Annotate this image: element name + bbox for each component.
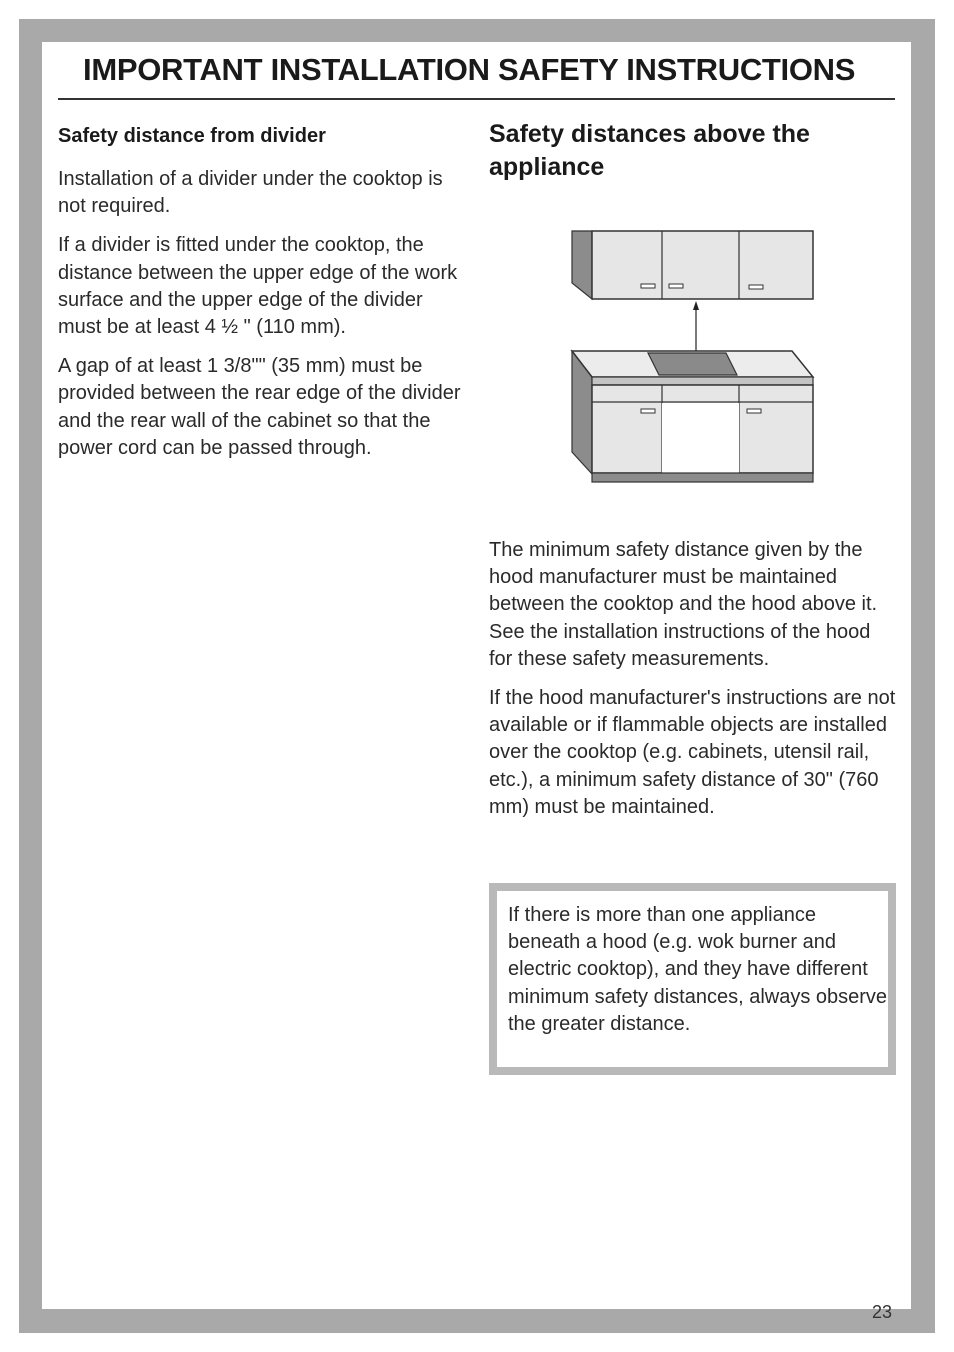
base-cabinet-with-cooktop: [572, 351, 813, 482]
wall-cabinet: [572, 231, 813, 299]
title-divider: [58, 98, 895, 100]
paragraph-divider-distance: If a divider is fitted under the cooktop, the distance between the upper edge of the work surface and the upper edge of the divider must be at least 4 ½ " (110 mm).: [58, 234, 458, 339]
paragraph-minimum-30-inch: If the hood manufacturer's instructions are not available or if flammable objects are installed over the cooktop (e.g. cabinets, utensil rail, etc.), a minimum safety distance of 30" (760 mm) must be maintained.: [489, 687, 896, 818]
hood-distance-illustration: [565, 226, 817, 488]
divider-distance-heading: Safety distance from divider: [58, 125, 326, 147]
page-number: 23: [872, 1302, 893, 1322]
note-text: If there is more than one appliance beneath a hood (e.g. wok burner and electric cooktop), and they have different minimum safety distances, always observe the greater distance.: [508, 904, 888, 1035]
page-title: IMPORTANT INSTALLATION SAFETY INSTRUCTIONS: [83, 52, 856, 87]
paragraph-hood-manufacturer-distance: The minimum safety distance given by the hood manufacturer must be maintained between the cooktop and the hood above it. See the installation instructions of the hood for these safety measurements.: [489, 539, 878, 670]
paragraph-power-cord-gap: A gap of at least 1 3/8"" (35 mm) must be provided between the rear edge of the divider and the rear wall of the cabinet so that the power cord can be passed through.: [58, 355, 461, 459]
note-box: [489, 883, 896, 1075]
left-column: [58, 122, 470, 474]
right-column-heading-block: [489, 118, 899, 184]
right-column-body: [489, 537, 899, 833]
paragraph-divider-not-required: Installation of a divider under the cooktop is not required.: [58, 168, 443, 218]
above-appliance-heading: Safety distances above the appliance: [489, 120, 810, 181]
